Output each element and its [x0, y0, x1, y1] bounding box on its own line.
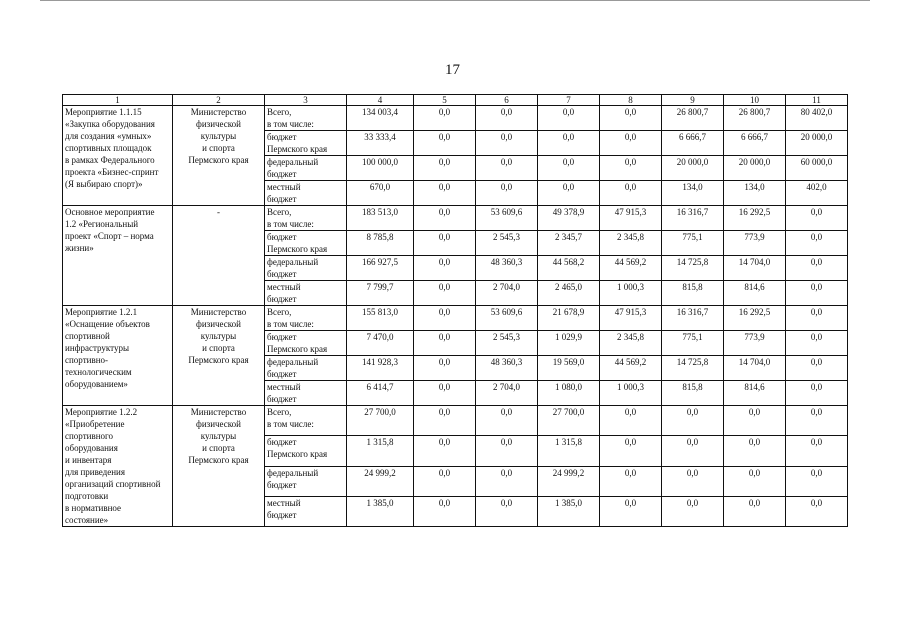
amount-cell: 134,0 — [724, 181, 786, 206]
amount-cell: 0,0 — [786, 466, 848, 496]
amount-cell: 0,0 — [476, 131, 538, 156]
event-name-cell: Основное мероприятие 1.2 «Региональный проект «Спорт – норма жизни» — [63, 206, 173, 306]
page-top-rule — [40, 0, 870, 1]
amount-cell: 0,0 — [414, 331, 476, 356]
amount-cell: 0,0 — [786, 356, 848, 381]
amount-cell: 16 316,7 — [662, 206, 724, 231]
amount-cell: 19 569,0 — [538, 356, 600, 381]
funding-source-cell: федеральный бюджет — [265, 356, 347, 381]
amount-cell: 14 725,8 — [662, 256, 724, 281]
amount-cell: 0,0 — [662, 466, 724, 496]
amount-cell: 0,0 — [476, 181, 538, 206]
column-header-8: 8 — [600, 95, 662, 106]
column-header-4: 4 — [347, 95, 414, 106]
amount-cell: 2 345,8 — [600, 331, 662, 356]
amount-cell: 0,0 — [476, 406, 538, 436]
amount-cell: 155 813,0 — [347, 306, 414, 331]
amount-cell: 0,0 — [414, 496, 476, 526]
event-name-cell: Мероприятие 1.1.15 «Закупка оборудования для создания «умных» спортивных площадок в рамках Федерального проекта «Бизнес-спринт (Я выбираю спорт)» — [63, 106, 173, 206]
column-header-2: 2 — [173, 95, 265, 106]
funding-source-cell: Всего, в том числе: — [265, 206, 347, 231]
amount-cell: 0,0 — [414, 381, 476, 406]
amount-cell: 0,0 — [538, 131, 600, 156]
amount-cell: 0,0 — [600, 436, 662, 466]
amount-cell: 134 003,4 — [347, 106, 414, 131]
amount-cell: 0,0 — [662, 406, 724, 436]
amount-cell: 16 316,7 — [662, 306, 724, 331]
amount-cell: 0,0 — [662, 496, 724, 526]
amount-cell: 141 928,3 — [347, 356, 414, 381]
amount-cell: 1 385,0 — [538, 496, 600, 526]
amount-cell: 16 292,5 — [724, 206, 786, 231]
amount-cell: 47 915,3 — [600, 306, 662, 331]
amount-cell: 0,0 — [414, 356, 476, 381]
amount-cell: 8 785,8 — [347, 231, 414, 256]
amount-cell: 44 568,2 — [538, 256, 600, 281]
amount-cell: 1 315,8 — [347, 436, 414, 466]
amount-cell: 0,0 — [786, 436, 848, 466]
amount-cell: 16 292,5 — [724, 306, 786, 331]
amount-cell: 0,0 — [414, 466, 476, 496]
amount-cell: 80 402,0 — [786, 106, 848, 131]
amount-cell: 2 345,8 — [600, 231, 662, 256]
page-number: 17 — [445, 62, 460, 78]
funding-source-cell: федеральный бюджет — [265, 156, 347, 181]
funding-source-cell: Всего, в том числе: — [265, 306, 347, 331]
amount-cell: 1 315,8 — [538, 436, 600, 466]
amount-cell: 26 800,7 — [724, 106, 786, 131]
amount-cell: 815,8 — [662, 281, 724, 306]
amount-cell: 20 000,0 — [724, 156, 786, 181]
amount-cell: 1 000,3 — [600, 281, 662, 306]
funding-source-cell: бюджет Пермского края — [265, 436, 347, 466]
amount-cell: 0,0 — [414, 256, 476, 281]
amount-cell: 1 029,9 — [538, 331, 600, 356]
amount-cell: 0,0 — [476, 436, 538, 466]
table-row — [63, 106, 848, 131]
amount-cell: 0,0 — [414, 231, 476, 256]
amount-cell: 14 704,0 — [724, 356, 786, 381]
amount-cell: 0,0 — [600, 156, 662, 181]
amount-cell: 24 999,2 — [347, 466, 414, 496]
funding-source-cell: местный бюджет — [265, 181, 347, 206]
amount-cell: 0,0 — [600, 496, 662, 526]
amount-cell: 0,0 — [476, 106, 538, 131]
table-row — [63, 306, 848, 331]
event-name-cell: Мероприятие 1.2.2 «Приобретение спортивного оборудования и инвентаря для приведения организаций спортивной подготовки в нормативное состояние» — [63, 406, 173, 527]
amount-cell: 0,0 — [414, 106, 476, 131]
executor-cell: Министерство физической культуры и спорта Пермского края — [173, 106, 265, 206]
amount-cell: 27 700,0 — [347, 406, 414, 436]
amount-cell: 27 700,0 — [538, 406, 600, 436]
amount-cell: 183 513,0 — [347, 206, 414, 231]
amount-cell: 53 609,6 — [476, 206, 538, 231]
amount-cell: 0,0 — [724, 466, 786, 496]
amount-cell: 44 569,2 — [600, 356, 662, 381]
amount-cell: 21 678,9 — [538, 306, 600, 331]
column-header-10: 10 — [724, 95, 786, 106]
amount-cell: 134,0 — [662, 181, 724, 206]
amount-cell: 14 725,8 — [662, 356, 724, 381]
amount-cell: 48 360,3 — [476, 356, 538, 381]
amount-cell: 47 915,3 — [600, 206, 662, 231]
table-header-row — [63, 95, 848, 106]
table-row — [63, 406, 848, 436]
column-header-6: 6 — [476, 95, 538, 106]
amount-cell: 53 609,6 — [476, 306, 538, 331]
amount-cell: 815,8 — [662, 381, 724, 406]
amount-cell: 0,0 — [786, 331, 848, 356]
amount-cell: 44 569,2 — [600, 256, 662, 281]
amount-cell: 0,0 — [538, 181, 600, 206]
funding-source-cell: местный бюджет — [265, 281, 347, 306]
amount-cell: 0,0 — [414, 206, 476, 231]
amount-cell: 48 360,3 — [476, 256, 538, 281]
budget-table — [62, 94, 848, 527]
amount-cell: 6 666,7 — [662, 131, 724, 156]
amount-cell: 775,1 — [662, 331, 724, 356]
amount-cell: 49 378,9 — [538, 206, 600, 231]
amount-cell: 0,0 — [414, 306, 476, 331]
amount-cell: 0,0 — [414, 436, 476, 466]
amount-cell: 20 000,0 — [786, 131, 848, 156]
table-body — [63, 106, 848, 527]
funding-source-cell: федеральный бюджет — [265, 256, 347, 281]
amount-cell: 0,0 — [786, 281, 848, 306]
amount-cell: 2 704,0 — [476, 281, 538, 306]
amount-cell: 2 345,7 — [538, 231, 600, 256]
amount-cell: 0,0 — [786, 306, 848, 331]
amount-cell: 1 000,3 — [600, 381, 662, 406]
amount-cell: 0,0 — [414, 156, 476, 181]
amount-cell: 24 999,2 — [538, 466, 600, 496]
funding-source-cell: местный бюджет — [265, 496, 347, 526]
amount-cell: 26 800,7 — [662, 106, 724, 131]
amount-cell: 814,6 — [724, 281, 786, 306]
amount-cell: 0,0 — [538, 156, 600, 181]
funding-source-cell: местный бюджет — [265, 381, 347, 406]
amount-cell: 1 080,0 — [538, 381, 600, 406]
amount-cell: 0,0 — [786, 206, 848, 231]
amount-cell: 0,0 — [600, 106, 662, 131]
table-row — [63, 206, 848, 231]
funding-source-cell: Всего, в том числе: — [265, 106, 347, 131]
column-header-1: 1 — [63, 95, 173, 106]
amount-cell: 0,0 — [600, 181, 662, 206]
funding-source-cell: бюджет Пермского края — [265, 331, 347, 356]
amount-cell: 0,0 — [786, 381, 848, 406]
amount-cell: 0,0 — [414, 131, 476, 156]
amount-cell: 2 704,0 — [476, 381, 538, 406]
amount-cell: 0,0 — [786, 231, 848, 256]
column-header-3: 3 — [265, 95, 347, 106]
amount-cell: 0,0 — [414, 281, 476, 306]
amount-cell: 2 545,3 — [476, 331, 538, 356]
executor-cell: - — [173, 206, 265, 306]
amount-cell: 402,0 — [786, 181, 848, 206]
amount-cell: 14 704,0 — [724, 256, 786, 281]
amount-cell: 0,0 — [724, 496, 786, 526]
funding-source-cell: бюджет Пермского края — [265, 231, 347, 256]
amount-cell: 7 470,0 — [347, 331, 414, 356]
amount-cell: 0,0 — [786, 496, 848, 526]
amount-cell: 0,0 — [662, 436, 724, 466]
amount-cell: 0,0 — [786, 256, 848, 281]
amount-cell: 0,0 — [600, 406, 662, 436]
funding-source-cell: бюджет Пермского края — [265, 131, 347, 156]
event-name-cell: Мероприятие 1.2.1 «Оснащение объектов спортивной инфраструктуры спортивно- технологическим оборудованием» — [63, 306, 173, 406]
amount-cell: 0,0 — [600, 131, 662, 156]
amount-cell: 670,0 — [347, 181, 414, 206]
amount-cell: 773,9 — [724, 331, 786, 356]
amount-cell: 2 545,3 — [476, 231, 538, 256]
amount-cell: 166 927,5 — [347, 256, 414, 281]
amount-cell: 0,0 — [724, 406, 786, 436]
amount-cell: 814,6 — [724, 381, 786, 406]
amount-cell: 773,9 — [724, 231, 786, 256]
column-header-9: 9 — [662, 95, 724, 106]
amount-cell: 0,0 — [476, 466, 538, 496]
funding-source-cell: федеральный бюджет — [265, 466, 347, 496]
amount-cell: 775,1 — [662, 231, 724, 256]
amount-cell: 0,0 — [600, 466, 662, 496]
amount-cell: 7 799,7 — [347, 281, 414, 306]
funding-source-cell: Всего, в том числе: — [265, 406, 347, 436]
executor-cell: Министерство физической культуры и спорта Пермского края — [173, 406, 265, 527]
amount-cell: 1 385,0 — [347, 496, 414, 526]
amount-cell: 6 666,7 — [724, 131, 786, 156]
column-header-7: 7 — [538, 95, 600, 106]
amount-cell: 0,0 — [414, 406, 476, 436]
amount-cell: 33 333,4 — [347, 131, 414, 156]
amount-cell: 60 000,0 — [786, 156, 848, 181]
amount-cell: 0,0 — [414, 181, 476, 206]
amount-cell: 100 000,0 — [347, 156, 414, 181]
amount-cell: 6 414,7 — [347, 381, 414, 406]
amount-cell: 0,0 — [538, 106, 600, 131]
amount-cell: 0,0 — [476, 496, 538, 526]
amount-cell: 20 000,0 — [662, 156, 724, 181]
amount-cell: 0,0 — [724, 436, 786, 466]
amount-cell: 0,0 — [476, 156, 538, 181]
column-header-11: 11 — [786, 95, 848, 106]
executor-cell: Министерство физической культуры и спорта Пермского края — [173, 306, 265, 406]
amount-cell: 0,0 — [786, 406, 848, 436]
amount-cell: 2 465,0 — [538, 281, 600, 306]
column-header-5: 5 — [414, 95, 476, 106]
